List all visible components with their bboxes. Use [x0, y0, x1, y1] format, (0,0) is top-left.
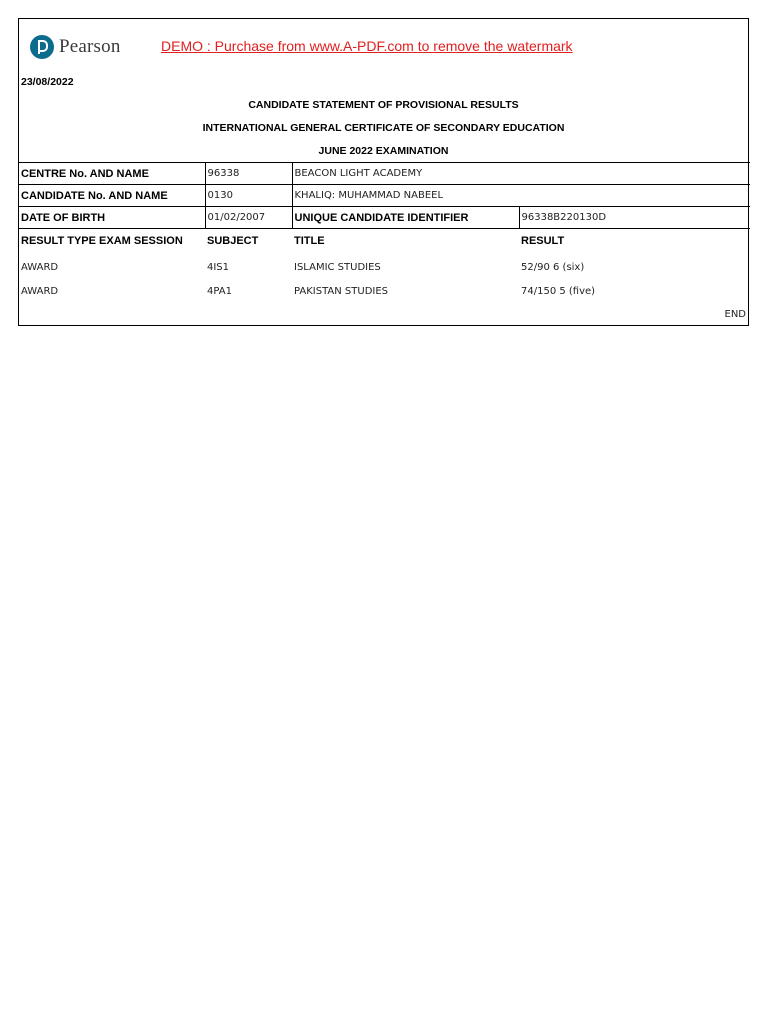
row-title: PAKISTAN STUDIES: [294, 286, 389, 297]
row-result: 74/150 5 (five): [521, 286, 596, 297]
title-line-1: CANDIDATE STATEMENT OF PROVISIONAL RESULTS: [248, 99, 519, 111]
uci-value: 96338B220130D: [519, 207, 750, 229]
title-line-2: INTERNATIONAL GENERAL CERTIFICATE OF SECONDARY EDUCATION: [202, 122, 565, 134]
results-header-row: [19, 230, 748, 254]
results-section: [19, 230, 748, 302]
pearson-logo-icon: [30, 35, 54, 59]
header-result: RESULT: [521, 235, 565, 247]
results-statement: [18, 18, 749, 326]
candidate-info-table: [19, 162, 750, 229]
row-subject: 4IS1: [207, 262, 230, 273]
centre-name: BEACON LIGHT ACADEMY: [292, 163, 750, 185]
header-title: TITLE: [294, 235, 325, 247]
watermark-link[interactable]: DEMO : Purchase from www.A-PDF.com to remove the watermark: [161, 38, 573, 54]
end-marker: END: [724, 309, 746, 320]
title-line-3: JUNE 2022 EXAMINATION: [318, 145, 449, 157]
uci-label: UNIQUE CANDIDATE IDENTIFIER: [292, 207, 519, 229]
pearson-logo: [30, 31, 121, 63]
dob-value: 01/02/2007: [205, 207, 292, 229]
candidate-name: KHALIQ: MUHAMMAD NABEEL: [292, 185, 750, 207]
header-subject: SUBJECT: [207, 235, 259, 247]
statement-header: [19, 19, 748, 162]
candidate-row: [19, 185, 750, 207]
row-title: ISLAMIC STUDIES: [294, 262, 381, 273]
row-result-type: AWARD: [21, 262, 59, 273]
statement-date: 23/08/2022: [21, 76, 74, 88]
centre-number: 96338: [205, 163, 292, 185]
candidate-number: 0130: [205, 185, 292, 207]
candidate-label: CANDIDATE No. AND NAME: [19, 185, 205, 207]
header-result-type: RESULT TYPE EXAM SESSION: [21, 235, 183, 247]
centre-label: CENTRE No. AND NAME: [19, 163, 205, 185]
table-row: [19, 254, 748, 278]
row-subject: 4PA1: [207, 286, 232, 297]
table-row: [19, 278, 748, 302]
logo-text: Pearson: [59, 36, 121, 57]
row-result: 52/90 6 (six): [521, 262, 585, 273]
dob-label: DATE OF BIRTH: [19, 207, 205, 229]
centre-row: [19, 163, 750, 185]
dob-row: [19, 207, 750, 229]
row-result-type: AWARD: [21, 286, 59, 297]
